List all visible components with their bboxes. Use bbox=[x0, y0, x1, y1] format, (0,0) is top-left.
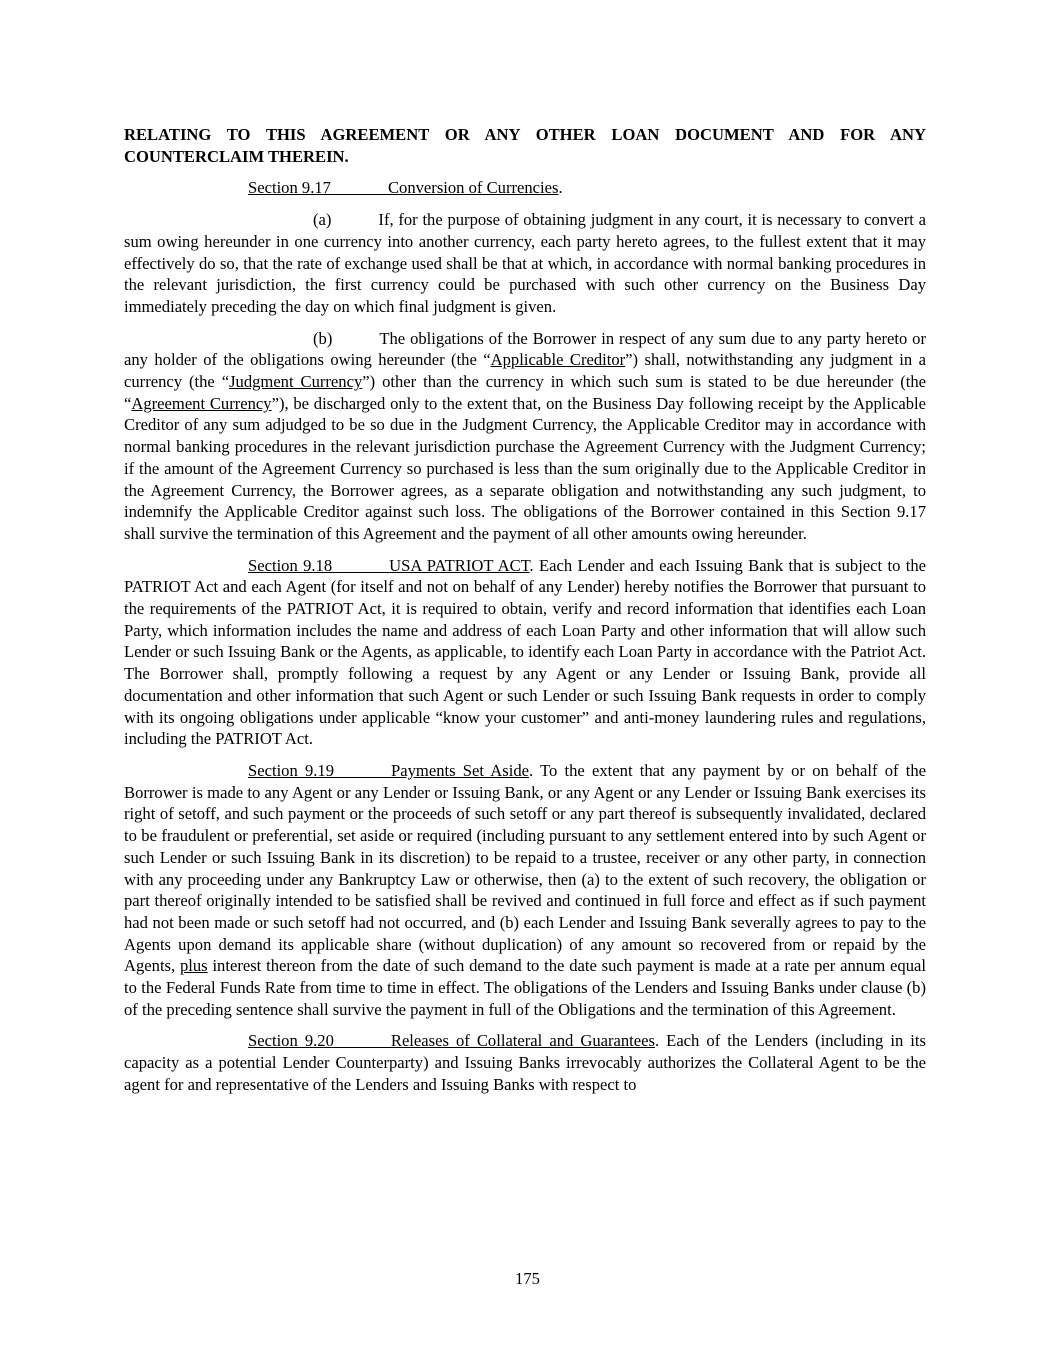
section-9-20 bbox=[124, 1030, 926, 1095]
punctuation: . bbox=[558, 178, 563, 198]
paragraph-text: . Each of the Lenders (including in its capacity as a potential Lender Counterparty) and Issuing Banks irrevocably authorizes the Collateral Agent to be the agent for and representative of the Lenders and Issuing Banks with respect to bbox=[124, 1031, 926, 1094]
emphasized-term: plus bbox=[179, 956, 208, 976]
page-number: 175 bbox=[515, 1269, 540, 1288]
paragraph-text: The obligations of the Borrower in respect of any sum due to any party hereto or any holder of the obligations owing hereunder (the “ bbox=[124, 328, 926, 370]
paragraph-b bbox=[124, 328, 926, 545]
section-number: Section 9.20 bbox=[248, 1031, 334, 1051]
section-title: Payments Set Aside bbox=[391, 760, 529, 780]
paragraph-text: ”) other than the currency in which such sum is stated to be due hereunder (the “ bbox=[124, 372, 926, 413]
section-number: Section 9.17 bbox=[248, 178, 331, 198]
defined-term: Judgment Currency bbox=[229, 372, 363, 392]
paragraph-text: ”) shall, notwithstanding any judgment in a currency (the “ bbox=[124, 350, 926, 392]
paragraph-text: interest thereon from the date of such demand to the date such payment is made at a rate per annum equal to the Federal Funds Rate from time to time in effect. The obligations of the Lenders and Issuing Banks under clause (b) of the preceding sentence shall survive the payment in full of the Obligations and the termination of this Agreement. bbox=[124, 956, 926, 1019]
paragraph-text: . Each Lender and each Issuing Bank that is subject to the PATRIOT Act and each Agent (for itself and not on behalf of any Lender) hereby notifies the Borrower that pursuant to the requirements of the PATRIOT Act, it is required to obtain, verify and record information that identifies each Loan Party, which information includes the name and address of each Loan Party and other information that will allow such Lender or such Issuing Bank or the Agents, as applicable, to identify each Loan Party in accordance with the Patriot Act. The Borrower shall, promptly following a request by any Agent or any Lender or Issuing Bank, provide all documentation and other information that such Agent or such Lender or such Issuing Bank requests in order to comply with its ongoing obligations under applicable “know your customer” and anti-money laundering rules and regulations, including the PATRIOT Act. bbox=[124, 555, 926, 749]
defined-term: Applicable Creditor bbox=[490, 350, 626, 370]
section-title: Conversion of Currencies bbox=[387, 178, 559, 198]
section-number: Section 9.18 bbox=[248, 555, 333, 575]
paragraph-text: . To the extent that any payment by or on behalf of the Borrower is made to any Agent or any Lender or Issuing Bank, or any Agent or any Lender or Issuing Bank exercises its right of setoff, and such payment or the proceeds of such setoff or any part thereof is subsequently invalidated, declared to be fraudulent or preferential, set aside or required (including pursuant to any settlement entered into by such Agent or such Lender or such Issuing Bank in its discretion) to be repaid to a trustee, receiver or any other party, in connection with any proceeding under any Bankruptcy Law or otherwise, then (a) to the extent of such recovery, the obligation or part thereof originally intended to be satisfied shall be revived and continued in full force and effect as if such payment had not been made or such setoff had not occurred, and (b) each Lender and Issuing Bank severally agrees to pay to the Agents upon demand its applicable share (without duplication) of any amount so recovered from or repaid by the Agents, bbox=[124, 760, 926, 976]
paragraph-text: ”), be discharged only to the extent that, on the Business Day following receipt by the Applicable Creditor of any sum adjudged to be so due in the Judgment Currency, the Applicable Creditor may in accordance with normal banking procedures in the relevant jurisdiction purchase the Agreement Currency with the Judgment Currency; if the amount of the Agreement Currency so purchased is less than the sum originally due to the Applicable Creditor in the Agreement Currency, the Borrower agrees, as a separate obligation and notwithstanding any such judgment, to indemnify the Applicable Creditor against such loss. The obligations of the Borrower contained in this Section 9.17 shall survive the termination of this Agreement and the payment of all other amounts owing hereunder. bbox=[124, 393, 926, 543]
section-heading-continued: RELATING TO THIS AGREEMENT OR ANY OTHER LOAN DOCUMENT AND FOR ANY COUNTERCLAIM THEREIN. bbox=[124, 125, 926, 166]
clause-label: (a) bbox=[313, 210, 332, 230]
section-9-17-heading bbox=[124, 177, 926, 199]
section-9-19 bbox=[124, 760, 926, 1020]
section-number: Section 9.19 bbox=[248, 760, 335, 780]
document-page bbox=[124, 124, 926, 1106]
section-title: Releases of Collateral and Guarantees bbox=[390, 1031, 655, 1051]
paragraph-text: If, for the purpose of obtaining judgment in any court, it is necessary to convert a sum owing hereunder in one currency into another currency, each party hereto agrees, to the fullest extent that it may effectively do so, that the rate of exchange used shall be that at which, in accordance with normal banking procedures in the relevant jurisdiction, the first currency could be purchased with such other currency on the Business Day immediately preceding the day on which final judgment is given. bbox=[124, 210, 926, 316]
paragraph-a bbox=[124, 209, 926, 318]
section-9-18 bbox=[124, 555, 926, 750]
defined-term: Agreement Currency bbox=[131, 393, 272, 413]
clause-label: (b) bbox=[313, 328, 333, 348]
section-title: USA PATRIOT ACT bbox=[389, 555, 530, 575]
